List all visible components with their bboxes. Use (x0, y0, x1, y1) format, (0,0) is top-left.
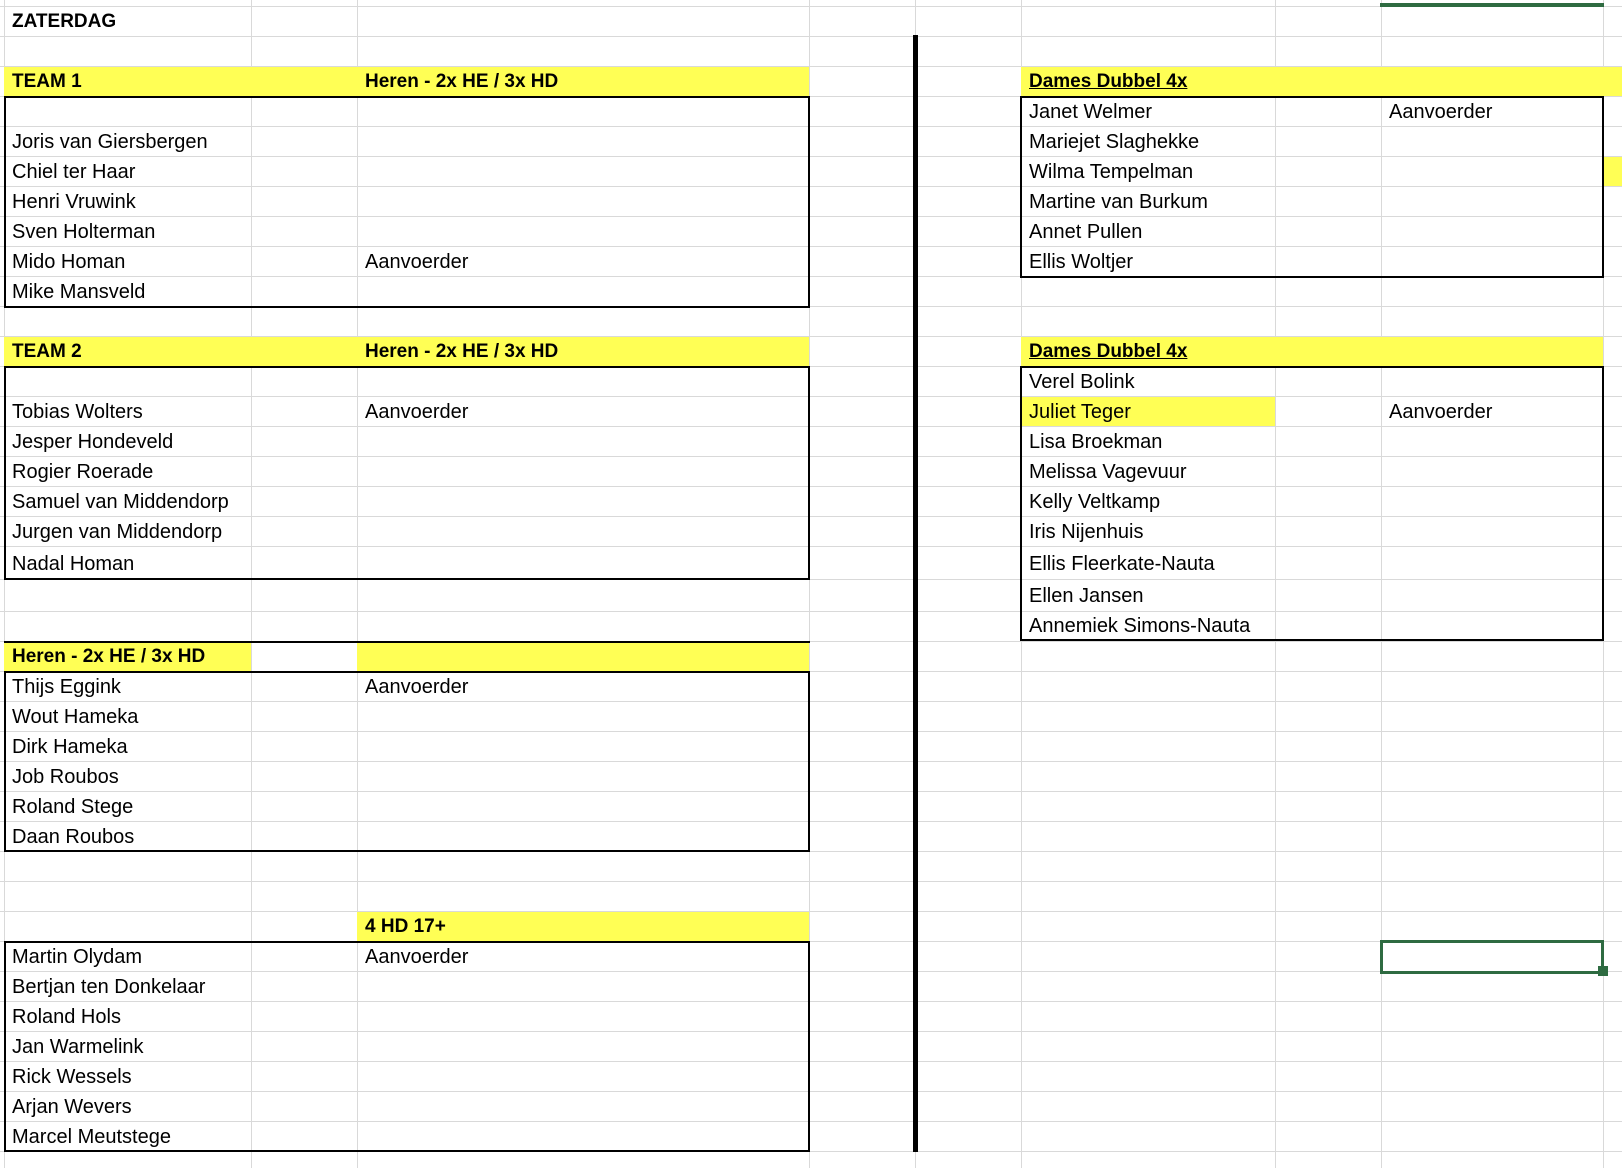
dames1-player[interactable]: Annet Pullen (1029, 221, 1143, 243)
dames2-player[interactable]: Iris Nijenhuis (1029, 521, 1144, 543)
sheet-title: ZATERDAG (12, 11, 117, 32)
dames2-player[interactable]: Ellen Jansen (1029, 585, 1144, 607)
dames1-player[interactable]: Janet Welmer (1029, 101, 1153, 123)
dames2-player[interactable]: Melissa Vagevuur (1029, 461, 1187, 483)
team4-player[interactable]: Roland Hols (12, 1006, 121, 1028)
dames2-player[interactable]: Annemiek Simons-Nauta (1029, 615, 1251, 637)
dames1-captain-label[interactable]: Aanvoerder (1389, 101, 1493, 123)
team4-player[interactable]: Rick Wessels (12, 1066, 132, 1088)
team1-player[interactable]: Sven Holterman (12, 221, 156, 243)
dames1-player[interactable]: Wilma Tempelman (1029, 161, 1194, 183)
team2-player[interactable]: Rogier Roerade (12, 461, 154, 483)
dames2-player[interactable]: Lisa Broekman (1029, 431, 1163, 453)
highlight-fill (1604, 157, 1622, 186)
dames2-player[interactable]: Ellis Fleerkate-Nauta (1029, 553, 1215, 575)
dames2-captain-label[interactable]: Aanvoerder (1389, 401, 1493, 423)
row-line (0, 36, 1622, 37)
team1-player[interactable]: Chiel ter Haar (12, 161, 136, 183)
row-line (0, 881, 1622, 882)
team4-category: 4 HD 17+ (365, 916, 446, 937)
team2-player[interactable]: Nadal Homan (12, 553, 135, 575)
team4-player[interactable]: Arjan Wevers (12, 1096, 132, 1118)
team2-captain-label[interactable]: Aanvoerder (365, 401, 469, 423)
dames1-category: Dames Dubbel 4x (1029, 71, 1188, 92)
row-line (0, 911, 1622, 912)
team1-player[interactable]: Joris van Giersbergen (12, 131, 208, 153)
team3-category: Heren - 2x HE / 3x HD (12, 646, 206, 667)
dames1-player[interactable]: Ellis Woltjer (1029, 251, 1134, 273)
team4-player[interactable]: Martin Olydam (12, 946, 143, 968)
dames1-player[interactable]: Mariejet Slaghekke (1029, 131, 1200, 153)
team1-name: TEAM 1 (12, 71, 82, 92)
team4-player[interactable]: Bertjan ten Donkelaar (12, 976, 206, 998)
team4-player[interactable]: Jan Warmelink (12, 1036, 144, 1058)
fill-handle[interactable] (1598, 966, 1608, 976)
team1-player[interactable]: Henri Vruwink (12, 191, 136, 213)
active-cell-selection[interactable] (1380, 940, 1604, 974)
team2-player[interactable]: Jesper Hondeveld (12, 431, 174, 453)
dames2-player[interactable]: Kelly Veltkamp (1029, 491, 1161, 513)
dames2-player[interactable]: Juliet Teger (1029, 401, 1131, 423)
team2-player[interactable]: Tobias Wolters (12, 401, 143, 423)
team2-player[interactable]: Samuel van Middendorp (12, 491, 229, 513)
team3-player[interactable]: Wout Hameka (12, 706, 139, 728)
team3-player[interactable]: Job Roubos (12, 766, 119, 788)
team3-header-fill-right (357, 642, 809, 671)
team2-player[interactable]: Jurgen van Middendorp (12, 521, 223, 543)
team4-player[interactable]: Marcel Meutstege (12, 1126, 171, 1148)
team1-category: Heren - 2x HE / 3x HD (365, 71, 559, 92)
team1-player[interactable]: Mido Homan (12, 251, 126, 273)
team3-player[interactable]: Daan Roubos (12, 826, 135, 848)
team4-captain-label[interactable]: Aanvoerder (365, 946, 469, 968)
dames2-category: Dames Dubbel 4x (1029, 341, 1188, 362)
team1-captain-label[interactable]: Aanvoerder (365, 251, 469, 273)
team3-player[interactable]: Dirk Hameka (12, 736, 128, 758)
column-selection-indicator (1380, 3, 1604, 7)
team3-player[interactable]: Thijs Eggink (12, 676, 121, 698)
dames2-player[interactable]: Verel Bolink (1029, 371, 1135, 393)
team3-player[interactable]: Roland Stege (12, 796, 134, 818)
team3-captain-label[interactable]: Aanvoerder (365, 676, 469, 698)
team2-name: TEAM 2 (12, 341, 82, 362)
team1-player[interactable]: Mike Mansveld (12, 281, 146, 303)
divider-border (913, 35, 918, 1152)
dames1-player[interactable]: Martine van Burkum (1029, 191, 1208, 213)
team2-category: Heren - 2x HE / 3x HD (365, 341, 559, 362)
